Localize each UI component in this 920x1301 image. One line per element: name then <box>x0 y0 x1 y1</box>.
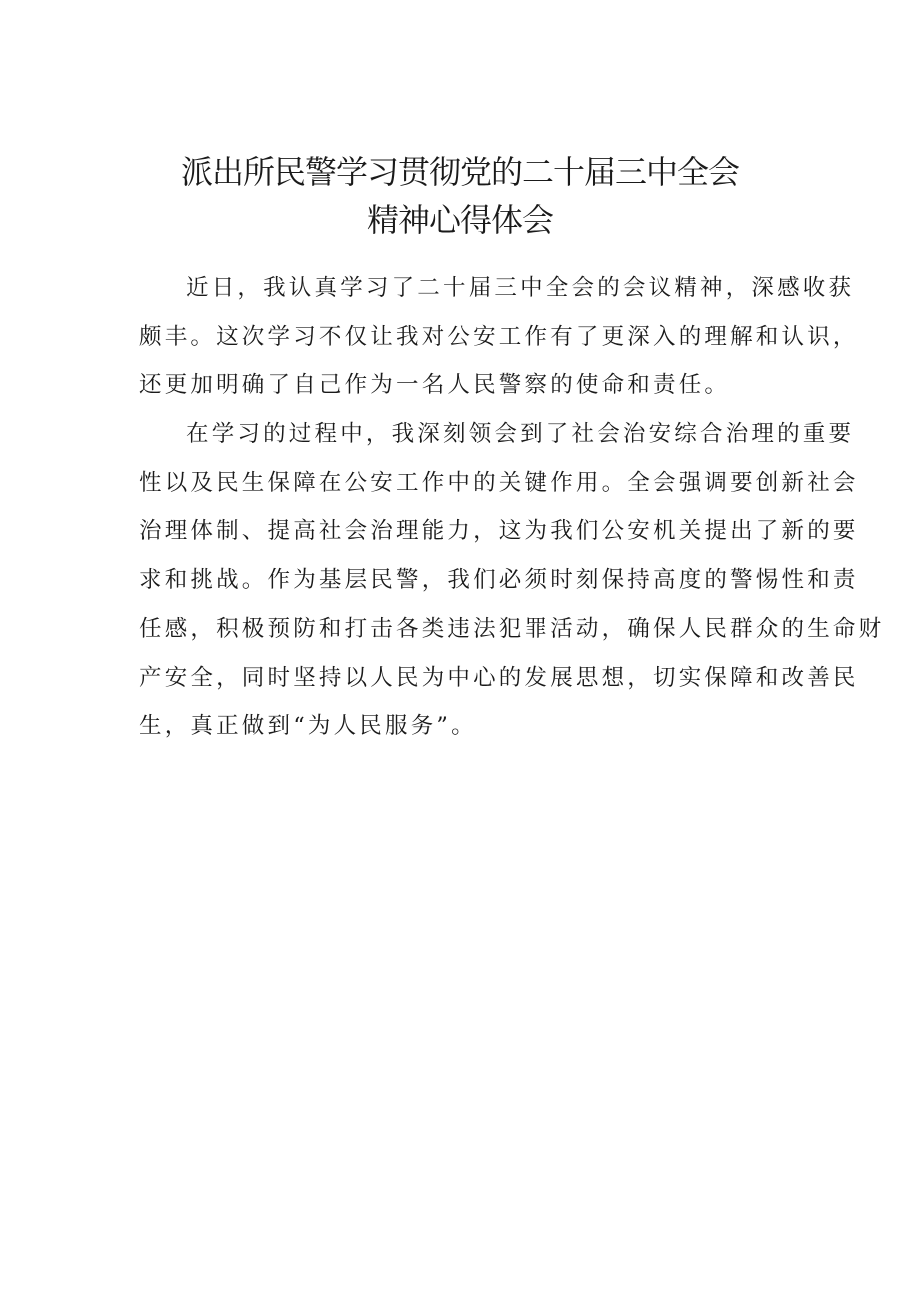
document-title <box>0 148 920 244</box>
paragraph <box>139 264 859 410</box>
paragraph <box>139 410 885 751</box>
paragraph-line: 求和挑战。作为基层民警，我们必须时刻保持高度的警惕性和责 <box>139 567 859 594</box>
title-line: 派出所民警学习贯彻党的二十届三中全会 <box>180 153 739 191</box>
paragraph-line: 性以及民生保障在公安工作中的关键作用。全会强调要创新社会 <box>139 469 859 496</box>
paragraph-line: 生，真正做到“为人民服务”。 <box>139 713 477 740</box>
paragraph-line: 在学习的过程中，我深刻领会到了社会治安综合治理的重要 <box>186 421 855 448</box>
title-line: 精神心得体会 <box>366 201 553 239</box>
paragraph-line: 治理体制、提高社会治理能力，这为我们公安机关提出了新的要 <box>139 518 859 545</box>
paragraph-line: 还更加明确了自己作为一名人民警察的使命和责任。 <box>139 372 731 399</box>
document-body <box>139 264 885 751</box>
paragraph-line: 任感，积极预防和打击各类违法犯罪活动，确保人民群众的生命财 <box>139 615 885 642</box>
paragraph-line: 产安全，同时坚持以人民为中心的发展思想，切实保障和改善民 <box>139 664 859 691</box>
paragraph-line: 颇丰。这次学习不仅让我对公安工作有了更深入的理解和认识， <box>139 323 859 350</box>
paragraph-line: 近日，我认真学习了二十届三中全会的会议精神，深感收获 <box>186 275 855 301</box>
